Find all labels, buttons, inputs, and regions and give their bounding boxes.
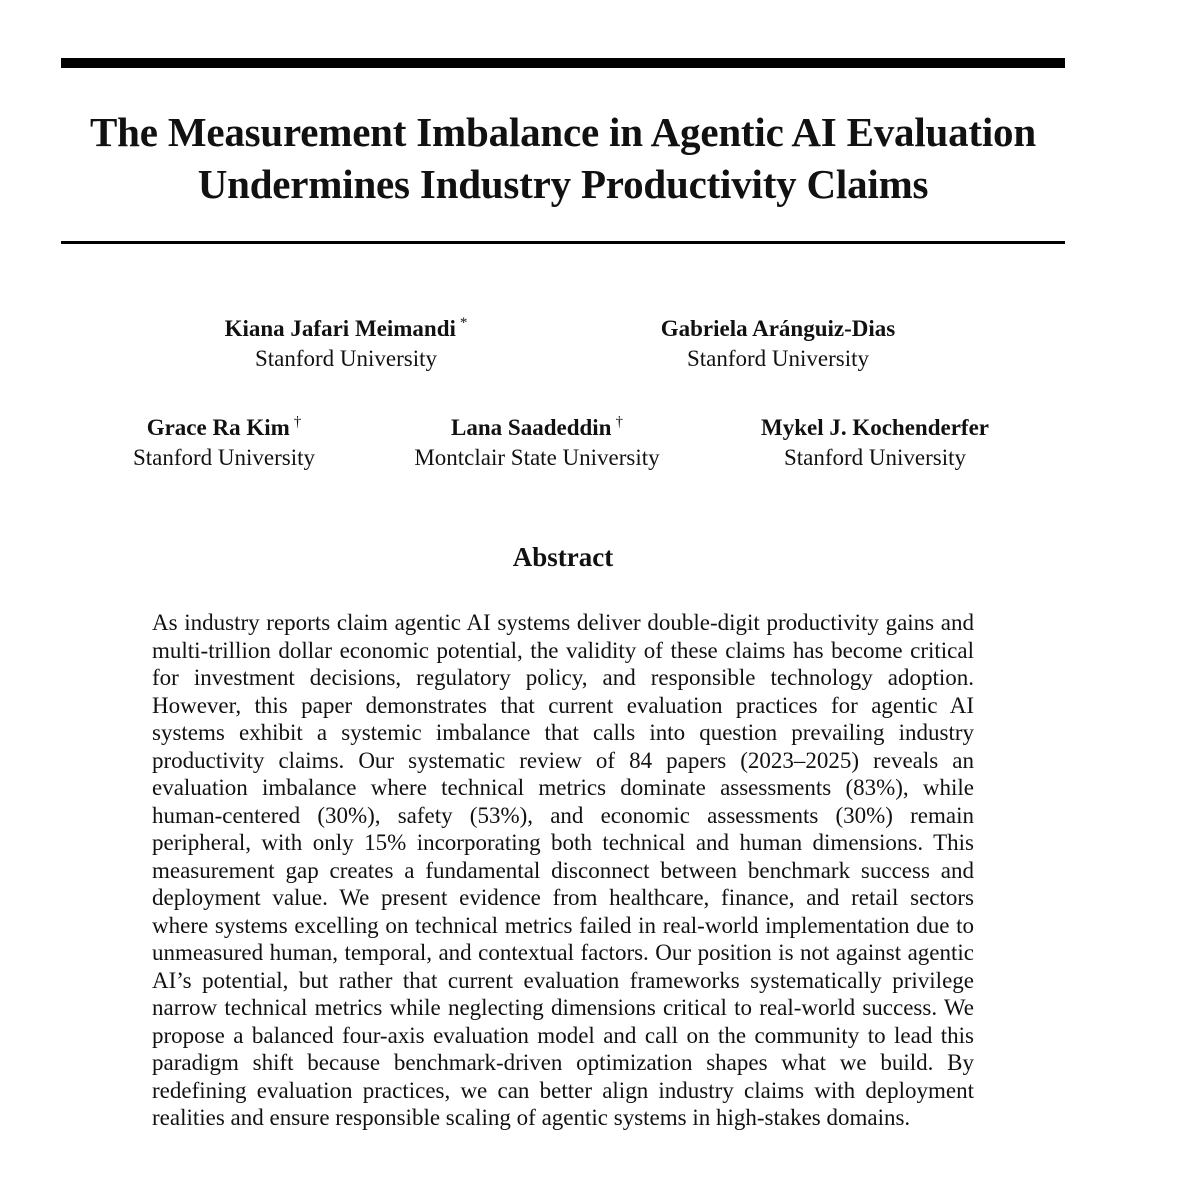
abstract-body: As industry reports claim agentic AI systems deliver double-digit productivity gains and multi-trillion dollar economic potential, the validity of these claims has become critical for investment decisions, regulatory policy, and responsible technology adoption. However, this paper demonstrates that current evaluation practices for agentic AI systems exhibit a systemic imbalance that calls into question prevailing industry productivity claims. Our systematic review of 84 papers (2023–2025) reveals an evaluation imbalance where technical metrics dominate assessments (83%), while human-centered (30%), safety (53%), and economic assessments (30%) remain peripheral, with only 15% incorporating both technical and human dimensions. This measurement gap creates a fundamental disconnect between benchmark success and deployment value. We present evidence from healthcare, finance, and retail sectors where systems excelling on technical metrics failed in real-world implementation due to unmeasured human, temporal, and contextual factors. Our position is not against agentic AI’s potential, but rather that current evaluation frameworks systematically privilege narrow technical metrics while neglecting dimensions critical to real-world success. We propose a balanced four-axis evaluation model and call on the community to lead this paradigm shift because benchmark-driven optimization shapes what we build. By redefining evaluation practices, we can better align industry claims with deployment realities and ensure responsible scaling of agentic systems in high-stakes domains. bbox=[152, 610, 974, 1130]
author-footnote-mark: † bbox=[615, 414, 623, 431]
author-name: Kiana Jafari Meimandi bbox=[224, 316, 456, 341]
paper-title bbox=[40, 106, 1086, 210]
author-block-3 bbox=[104, 413, 344, 473]
author-block-1 bbox=[196, 314, 496, 374]
abstract-heading: Abstract bbox=[512, 542, 614, 572]
title-bottom-rule bbox=[61, 241, 1065, 244]
author-affiliation: Stanford University bbox=[686, 346, 870, 371]
author-name: Grace Ra Kim bbox=[146, 415, 290, 440]
author-affiliation: Stanford University bbox=[783, 445, 967, 470]
author-affiliation: Stanford University bbox=[132, 445, 316, 470]
author-block-4 bbox=[387, 413, 687, 473]
author-footnote-mark: † bbox=[293, 414, 302, 431]
paper-title-line-1: The Measurement Imbalance in Agentic AI Evaluation bbox=[90, 109, 1036, 155]
author-footnote-mark: * bbox=[459, 315, 468, 332]
author-block-2 bbox=[628, 314, 928, 374]
author-affiliation: Montclair State University bbox=[414, 445, 660, 470]
author-name: Gabriela Aránguiz-Dias bbox=[660, 316, 896, 341]
paper-title-line-2: Undermines Industry Productivity Claims bbox=[197, 161, 929, 207]
author-name: Mykel J. Kochenderfer bbox=[760, 415, 990, 440]
title-top-rule bbox=[61, 58, 1065, 68]
author-affiliation: Stanford University bbox=[254, 346, 438, 371]
author-block-5 bbox=[735, 413, 1015, 473]
author-name: Lana Saadeddin bbox=[451, 415, 612, 440]
